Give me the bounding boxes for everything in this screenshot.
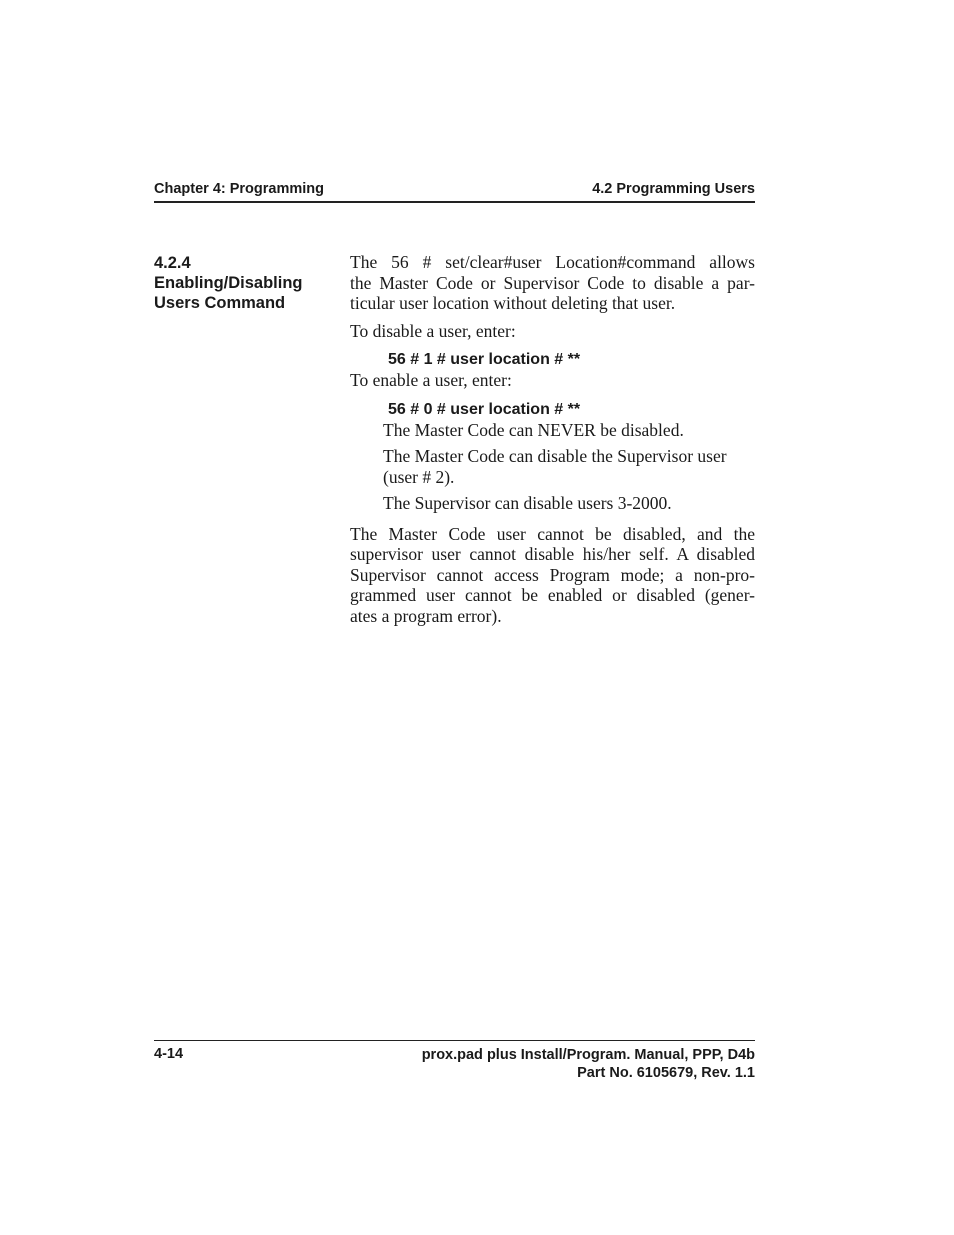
section-title-line2: Users Command — [154, 294, 286, 312]
closing-line: supervisor user cannot disable his/her self. A disabled — [350, 544, 755, 564]
intro-line: the Master Code or Supervisor Code to disable a par- — [350, 272, 755, 293]
note-line: The Master Code can disable the Supervisor user — [383, 446, 727, 466]
header-chapter: Chapter 4: Programming — [154, 181, 324, 197]
section-body — [350, 252, 755, 626]
disable-command: 56 # 1 # user location # ** — [388, 351, 581, 368]
enable-label: To enable a user, enter: — [350, 370, 512, 390]
note-line: (user # 2). — [383, 466, 455, 487]
footer-manual-info — [422, 1046, 755, 1082]
closing-line: Supervisor cannot access Program mode; a non-pro- — [350, 564, 755, 585]
closing-line: grammed user cannot be enabled or disabled (gener- — [350, 585, 755, 605]
disable-label: To disable a user, enter: — [350, 320, 516, 341]
closing-line: ates a program error). — [350, 605, 502, 626]
part-number: Part No. 6105679, Rev. 1.1 — [577, 1065, 755, 1081]
page-number: 4-14 — [154, 1046, 184, 1062]
closing-line: The Master Code user cannot be disabled, and the — [350, 523, 755, 544]
page-header — [154, 181, 755, 203]
section-heading — [154, 253, 334, 313]
section-title-line1: Enabling/Disabling — [154, 274, 303, 292]
intro-line: The 56 # set/clear#user Location#command allows — [350, 252, 755, 272]
note-supervisor-disables-users: The Supervisor can disable users 3-2000. — [383, 493, 672, 513]
page-footer — [154, 1040, 755, 1081]
manual-title: prox.pad plus Install/Program. Manual, PPP, D4b — [421, 1047, 755, 1063]
enable-command: 56 # 0 # user location # ** — [388, 400, 581, 418]
note-master-disables-supervisor — [350, 446, 755, 487]
closing-paragraph — [350, 524, 755, 627]
intro-paragraph — [350, 252, 755, 314]
note-master-never-disabled: The Master Code can NEVER be disabled. — [383, 419, 684, 440]
intro-line: ticular user location without deleting that user. — [350, 293, 676, 313]
section-number: 4.2.4 — [154, 254, 191, 272]
header-section: 4.2 Programming Users — [592, 181, 755, 197]
